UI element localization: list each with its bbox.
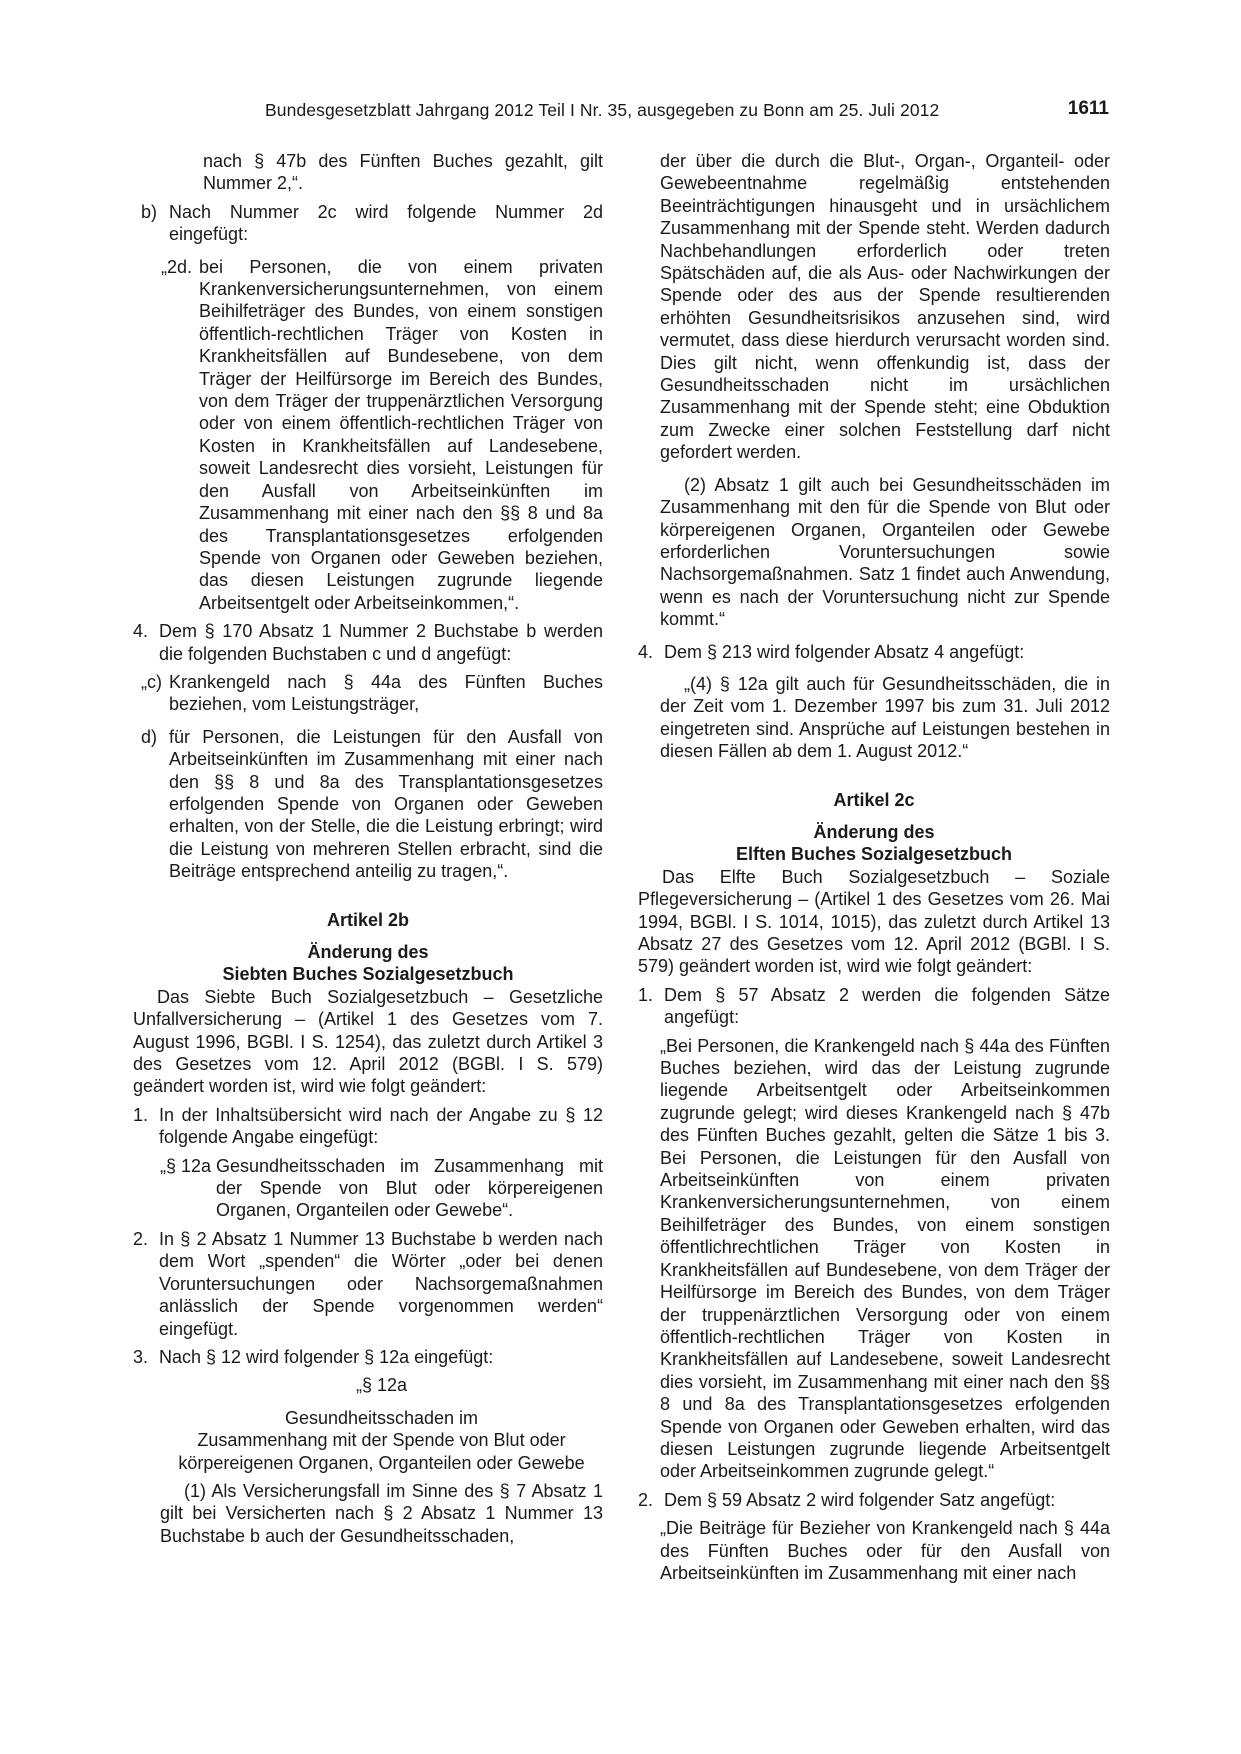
item-text: Dem § 59 Absatz 2 wird folgender Satz angefügt: <box>664 1489 1056 1510</box>
item-marker: 1. <box>133 1104 149 1125</box>
item-marker: „§ 12a <box>160 1155 212 1176</box>
list-item-2d <box>161 256 603 615</box>
list-item-d <box>141 726 603 883</box>
article-2c-subtitle-1: Änderung des <box>813 821 935 842</box>
item-text: Gesundheitsschaden im Zusammenhang mit der Spende von Blut oder körpereigenen Organen, Organteilen oder Gewebe“. <box>216 1155 603 1221</box>
item-marker: „2d. <box>161 256 193 277</box>
paragraph-heading-1: Gesundheitsschaden im <box>284 1407 479 1428</box>
item-marker: 3. <box>133 1346 149 1367</box>
quoted-sentence: „Die Beiträge für Bezieher von Krankengeld nach § 44a des Fünften Buches oder für den Ausfall von Arbeitseinkünften im Zusammenhang mit einer nach <box>660 1518 1110 1583</box>
paragraph-heading-3: körpereigenen Organen, Organteilen oder Gewebe <box>178 1452 585 1473</box>
list-item-2 <box>133 1228 603 1340</box>
item-text: In der Inhaltsübersicht wird nach der Angabe zu § 12 folgende Angabe eingefügt: <box>159 1104 603 1148</box>
continuation-text: nach § 47b des Fünften Buches gezahlt, gilt Nummer 2,“. <box>203 151 603 194</box>
article-2c-intro: Das Elfte Buch Sozialgesetzbuch – Soziale Pflegeversicherung – (Artikel 1 des Gesetzes vom 26. Mai 1994, BGBl. I S. 1014, 1015), das zuletzt durch Artikel 13 Absatz 27 des Gesetzes vom 12. April 2012 (BGBl. I S. 579) geändert worden ist, wird wie folgt geändert: <box>638 866 1110 977</box>
item-text: Nach § 12 wird folgender § 12a eingefügt: <box>159 1346 494 1367</box>
item-text: für Personen, die Leistungen für den Ausfall von Arbeitseinkünften im Zusammenhang mit einer nach den §§ 8 und 8a des Transplantationsgesetzes erfolgenden Spende von Organen oder Geweben erhalten, von der Stelle, die die Leistung erbringt; wird die Leistung von mehreren Stellen erbracht, sind die Beiträge entsprechend anteilig zu tragen,“. <box>169 726 603 882</box>
item-marker: 4. <box>133 621 149 642</box>
article-2b-intro: Das Siebte Buch Sozialgesetzbuch – Gesetzliche Unfallversicherung – (Artikel 1 des Gesetzes vom 7. August 1996, BGBl. I S. 1254), das zuletzt durch Artikel 3 des Gesetzes vom 12. April 2012 (BGBl. I S. 579) geändert worden ist, wird wie folgt geändert: <box>133 986 603 1097</box>
item-marker: 2. <box>133 1228 149 1249</box>
page-number: 1611 <box>1067 98 1109 119</box>
left-column <box>133 150 603 1547</box>
article-2c-title: Artikel 2c <box>833 789 915 810</box>
item-text: In § 2 Absatz 1 Nummer 13 Buchstabe b werden nach dem Wort „spenden“ die Wörter „oder bei denen Voruntersuchungen oder Nachsorgemaßnahmen anlässlich der Spende vorgenommen werden“ eingefügt. <box>159 1228 603 1339</box>
paragraph-label: „§ 12a <box>355 1375 408 1396</box>
paragraph-absatz-2: (2) Absatz 1 gilt auch bei Gesundheitsschäden im Zusammenhang mit den für die Spende von Blut oder körpereigenen Organen, Organteilen oder Gewebe erforderlichen Voruntersuchungen sowie Nachsorgemaßnahmen. Satz 1 findet auch Anwendung, wenn es nach der Voruntersuchung nicht zur Spende kommt.“ <box>660 474 1110 630</box>
article-2b-title: Artikel 2b <box>326 909 410 930</box>
item-text: Dem § 213 wird folgender Absatz 4 angefügt: <box>664 641 1025 662</box>
item-text: Nach Nummer 2c wird folgende Nummer 2d eingefügt: <box>169 201 603 245</box>
list-item-3 <box>133 1346 603 1368</box>
right-column <box>638 150 1110 1584</box>
list-item-2 <box>638 1489 1110 1511</box>
item-text: Krankengeld nach § 44a des Fünften Buches beziehen, vom Leistungsträger, <box>169 671 603 715</box>
list-item-c <box>141 671 603 716</box>
item-marker: 1. <box>638 984 654 1005</box>
header-title: Bundesgesetzblatt Jahrgang 2012 Teil I Nr. 35, ausgegeben zu Bonn am 25. Juli 2012 <box>265 100 940 120</box>
continuation-text: der über die durch die Blut-, Organ-, Organteil- oder Gewebeentnahme regelmäßig entstehenden Beeinträchtigungen hinausgeht und in ursächlichem Zusammenhang mit der Spende steht. Werden dadurch Nachbehandlungen erforderlich oder treten Spätschäden auf, die als Aus- oder Nachwirkungen der Spende oder des aus der Spende resultierenden erhöhten Gesundheitsrisikos anzusehen sind, wird vermutet, dass diese hierdurch verursacht worden sind. Dies gilt nicht, wenn offenkundig ist, dass der Gesundheitsschaden nicht im ursächlichen Zusammenhang mit der Spende steht; eine Obduktion zum Zwecke einer solchen Feststellung darf nicht gefordert werden. <box>660 151 1110 463</box>
article-2b-subtitle-1: Änderung des <box>307 942 429 962</box>
paragraph-heading-2: Zusammenhang mit der Spende von Blut oder <box>197 1430 566 1451</box>
list-item-12a <box>160 1155 603 1222</box>
item-text: Dem § 57 Absatz 2 werden die folgenden Sätze angefügt: <box>664 984 1110 1028</box>
article-2c-subtitle-2: Elften Buches Sozialgesetzbuch <box>735 844 1013 865</box>
article-2b-subtitle-2: Siebten Buches Sozialgesetzbuch <box>222 964 514 985</box>
list-item-1 <box>638 984 1110 1029</box>
quoted-absatz-4: „(4) § 12a gilt auch für Gesundheitsschäden, die in der Zeit vom 1. Dezember 1997 bis zum 31. Juli 2012 eingetreten sind. Ansprüche auf Leistungen bestehen in diesen Fällen ab dem 1. August 2012.“ <box>660 673 1110 762</box>
item-marker: b) <box>141 201 158 222</box>
list-item-1 <box>133 1104 603 1149</box>
item-marker: 4. <box>638 641 654 662</box>
list-item-4 <box>133 620 603 665</box>
item-text: bei Personen, die von einem privaten Krankenversicherungsunternehmen, von einem Beihilfeträger des Bundes, von einem sonstigen öffentlich-rechtlichen Träger von Kosten in Krankheitsfällen auf Bundesebene, von dem Träger der Heilfürsorge im Bereich des Bundes, von dem Träger der truppenärztlichen Versorgung oder von einem öffentlich-rechtlichen Träger von Kosten in Krankheitsfällen auf Landesebene, soweit Landesrecht dies vorsieht, Leistungen für den Ausfall von Arbeitseinkünften im Zusammenhang mit einer nach den §§ 8 und 8a des Transplantationsgesetzes erfolgenden Spende von Organen oder Geweben beziehen, das diesen Leistungen zugrunde liegende Arbeitsentgelt oder Arbeitseinkommen,“. <box>199 256 603 613</box>
paragraph-absatz-1: (1) Als Versicherungsfall im Sinne des § 7 Absatz 1 gilt bei Versicherten nach § 2 Absatz 1 Nummer 13 Buchstabe b auch der Gesundheitsschaden, <box>160 1480 603 1546</box>
item-marker: „c) <box>141 671 162 692</box>
list-item-b <box>141 201 603 246</box>
quoted-sentences: „Bei Personen, die Krankengeld nach § 44a des Fünften Buches beziehen, wird das der Leistung zugrunde liegende Arbeitsentgelt oder Arbeitseinkommen zugrunde gelegt; wird dieses Krankengeld nach § 47b des Fünften Buches gezahlt, gelten die Sätze 1 bis 3. Bei Personen, die Leistungen für den Ausfall von Arbeitseinkünften von einem privaten Krankenversicherungsunternehmen, von einem Beihilfeträger des Bundes, von einem sonstigen öffentlichrechtlichen Träger von Kosten in Krankheitsfällen auf Bundesebene, von dem Träger der Heilfürsorge im Bereich des Bundes, von dem Träger der truppenärztlichen Versorgung oder von einem öffentlich-rechtlichen Träger von Kosten in Krankheitsfällen auf Landesebene, soweit Landesrecht dies vorsieht, im Zusammenhang mit einer nach den §§ 8 und 8a des Transplantationsgesetzes erfolgenden Spende von Organen oder Geweben erhalten, wird das diesen Leistungen zugrunde liegende Arbeitsentgelt oder Arbeitseinkommen zugrunde gelegt.“ <box>660 1035 1110 1482</box>
item-marker: 2. <box>638 1489 654 1510</box>
item-marker: d) <box>141 726 158 747</box>
list-item-4 <box>638 641 1110 663</box>
item-text: Dem § 170 Absatz 1 Nummer 2 Buchstabe b werden die folgenden Buchstaben c und d angefügt: <box>159 621 603 664</box>
page-header <box>265 100 1109 126</box>
